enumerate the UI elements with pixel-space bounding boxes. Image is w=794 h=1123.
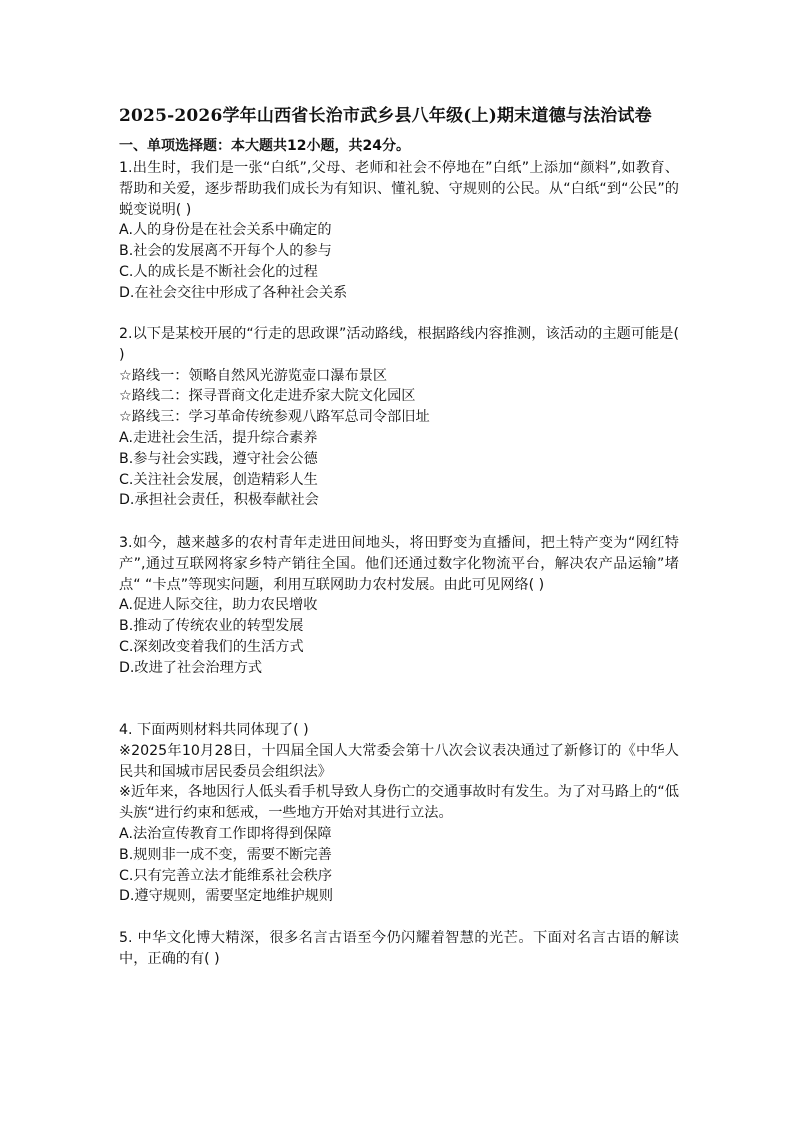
question-stem: 2.以下是某校开展的“行走的思政课”活动路线，根据路线内容推测，该活动的主题可能是( )	[119, 326, 679, 363]
question-stem: 4. 下面两则材料共同体现了( )	[119, 722, 309, 738]
question-4	[119, 720, 679, 907]
option-b: B.参与社会实践，遵守社会公德	[119, 450, 318, 467]
route-item: ☆路线三：学习革命传统参观八路军总司令部旧址	[119, 409, 430, 426]
option-c: C.人的成长是不断社会化的过程	[119, 263, 318, 280]
option-c: C.只有完善立法才能维系社会秩序	[119, 867, 333, 884]
question-stem: 3.如今，越来越多的农村青年走进田间地头，将田野变为直播间，把土特产变为“网红特产”,通过互联网将家乡特产销往全国。他们还通过数字化物流平台，解决农产品运输”堵点“ “卡点”等现实问题，利用互联网助力农村发展。由此可见网络( )	[119, 535, 679, 593]
question-2	[119, 324, 679, 511]
option-c: C.深刻改变着我们的生活方式	[119, 638, 304, 655]
option-d: D.改进了社会治理方式	[119, 659, 263, 676]
option-b: B.推动了传统农业的转型发展	[119, 618, 304, 635]
option-a: A.人的身份是在社会关系中确定的	[119, 222, 332, 239]
route-item: ☆路线二：探寻晋商文化走进乔家大院文化园区	[119, 388, 416, 405]
option-c: C.关注社会发展，创造精彩人生	[119, 471, 318, 488]
option-a: A.法治宣传教育工作即将得到保障	[119, 825, 332, 842]
option-a: A.走进社会生活，提升综合素养	[119, 429, 318, 446]
question-1	[119, 158, 679, 304]
section-heading: 一、单项选择题：本大题共12小题，共24分。	[119, 138, 410, 154]
option-d: D.在社会交往中形成了各种社会关系	[119, 284, 348, 301]
question-stem: 5. 中华文化博大精深，很多名言古语至今仍闪耀着智慧的光芒。下面对名言古语的解读中，正确的有( )	[119, 930, 679, 967]
option-d: D.承担社会责任，积极奉献社会	[119, 492, 319, 509]
question-3	[119, 533, 679, 679]
question-stem: 1.出生时，我们是一张“白纸”,父母、老师和社会不停地在”白纸”上添加“颜料”,如教育、帮助和关爱，逐步帮助我们成长为有知识、懂礼貌、守规则的公民。从“白纸“到“公民”的蜕变说明( )	[119, 160, 679, 218]
option-b: B.社会的发展离不开每个人的参与	[119, 243, 332, 260]
option-b: B.规则非一成不变，需要不断完善	[119, 846, 332, 863]
question-5	[119, 928, 679, 970]
material-item: ※近年来，各地因行人低头看手机导致人身伤亡的交通事故时有发生。为了对马路上的“低头族“进行约束和惩戒，一些地方开始对其进行立法。	[119, 784, 679, 822]
option-d: D.遵守规则，需要坚定地维护规则	[119, 888, 334, 905]
route-item: ☆路线一：领略自然风光游览壶口瀑布景区	[119, 367, 388, 384]
option-a: A.促进人际交往，助力农民增收	[119, 597, 318, 614]
page-title: 2025-2026学年山西省长治市武乡县八年级(上)期末道德与法治试卷	[119, 106, 652, 126]
material-item: ※2025年10月28日，十四届全国人大常委会第十八次会议表决通过了新修订的《中华人民共和国城市居民委员会组织法》	[119, 742, 679, 780]
